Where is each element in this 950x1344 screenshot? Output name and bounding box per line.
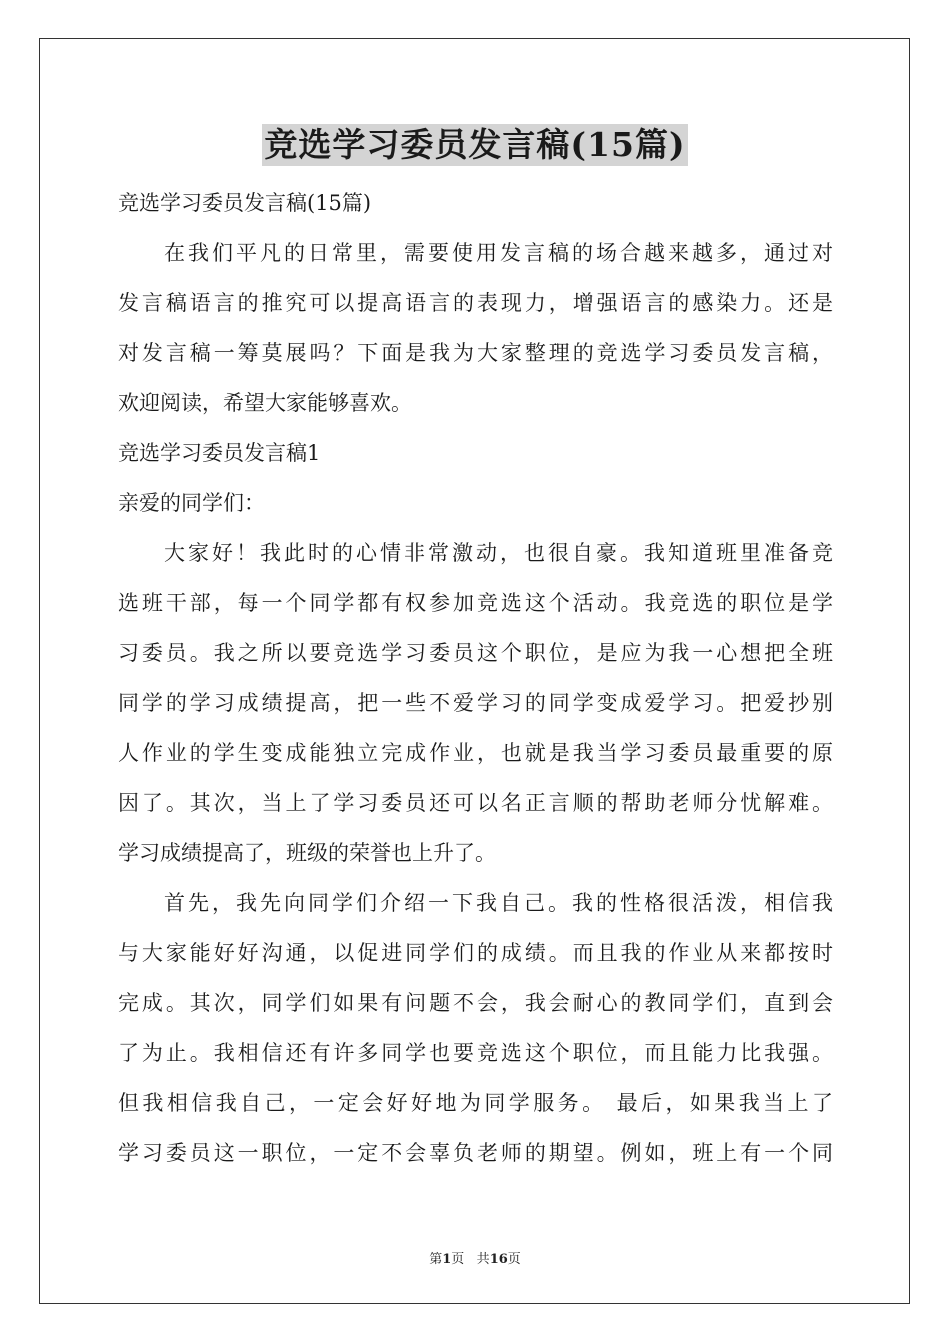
text-line: 人作业的学生变成能独立完成作业，也就是我当学习委员最重要的原 (118, 741, 833, 765)
text-line: 在我们平凡的日常里，需要使用发言稿的场合越来越多，通过对 (164, 241, 833, 265)
salutation-line: 亲爱的同学们： (118, 491, 265, 515)
total-suffix: 页 (507, 1252, 521, 1267)
section-heading: 竞选学习委员发言稿1 (118, 441, 321, 465)
page-prefix: 第 (429, 1252, 443, 1267)
total-pages: 16 (489, 1252, 508, 1267)
document-title-wrapper (0, 124, 950, 166)
text-line: 了为止。我相信还有许多同学也要竞选这个职位，而且能力比我强。 (118, 1041, 833, 1065)
document-body (118, 178, 833, 1178)
text-line: 完成。其次，同学们如果有问题不会，我会耐心的教同学们，直到会 (118, 991, 833, 1015)
total-prefix: 共 (476, 1252, 490, 1267)
text-line: 对发言稿一筹莫展吗？下面是我为大家整理的竞选学习委员发言稿， (118, 341, 833, 365)
text-line: 但我相信我自己，一定会好好地为同学服务。 最后，如果我当上了 (118, 1091, 833, 1115)
text-line: 习委员。我之所以要竞选学习委员这个职位，是应为我一心想把全班 (118, 641, 833, 665)
text-line: 选班干部，每一个同学都有权参加竞选这个活动。我竞选的职位是学 (118, 591, 833, 615)
text-line: 学习委员这一职位，一定不会辜负老师的期望。例如，班上有一个同 (118, 1141, 833, 1165)
text-line: 学习成绩提高了，班级的荣誉也上升了。 (118, 841, 496, 865)
text-line: 首先，我先向同学们介绍一下我自己。我的性格很活泼，相信我 (164, 891, 833, 915)
text-line: 欢迎阅读，希望大家能够喜欢。 (118, 391, 412, 415)
document-title: 竞选学习委员发言稿(15篇) (264, 125, 686, 164)
text-line: 大家好！我此时的心情非常激动，也很自豪。我知道班里准备竞 (164, 541, 833, 565)
text-line: 发言稿语言的推究可以提高语言的表现力，增强语言的感染力。还是 (118, 291, 833, 315)
text-line: 同学的学习成绩提高，把一些不爱学习的同学变成爱学习。把爱抄别 (118, 691, 833, 715)
page-footer (0, 1248, 950, 1267)
text-line: 因了。其次，当上了学习委员还可以名正言顺的帮助老师分忧解难。 (118, 791, 833, 815)
text-line: 与大家能好好沟通，以促进同学们的成绩。而且我的作业从来都按时 (118, 941, 833, 965)
page-number: 1 (442, 1252, 452, 1267)
page-suffix: 页 (451, 1252, 465, 1267)
subtitle-line: 竞选学习委员发言稿(15篇) (118, 191, 372, 215)
